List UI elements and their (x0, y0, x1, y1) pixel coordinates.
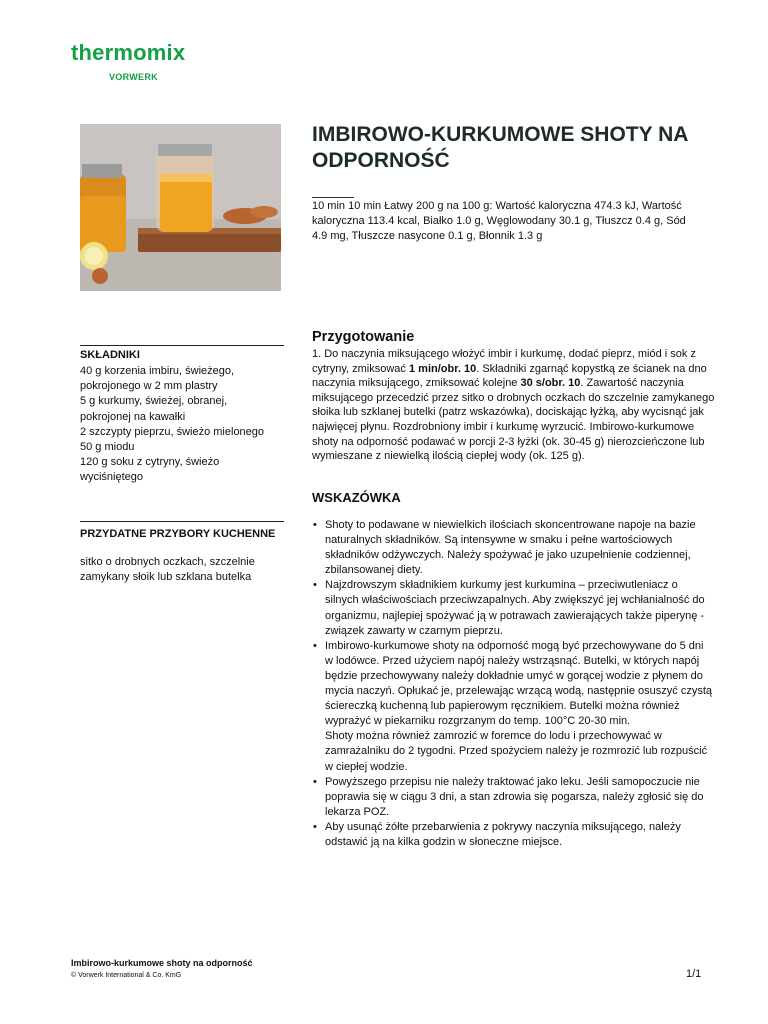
tip-item (312, 578, 712, 638)
ingredient-item: 40 g korzenia imbiru, świeżego, pokrojonego w 2 mm plastry (80, 365, 235, 393)
tips-heading: WSKAZÓWKA (312, 490, 401, 505)
ingredient-item: 5 g kurkumy, świeżej, obranej, pokrojonej na kawałki (80, 395, 228, 423)
tip-item (312, 820, 712, 850)
logo-subbrand: VORWERK (109, 72, 158, 82)
tip-text: Aby usunąć żółte przebarwienia z pokrywy naczynia miksującego, należy odstawić ją na kilka godzin w słoneczne miejsce. (325, 820, 681, 848)
ingredients-heading: SKŁADNIKI (80, 349, 140, 361)
prep-text-part: . Składniki zgarnąć kopystką ze ścianek na dno naczynia miksującego, zmiksować kolejne (312, 362, 707, 390)
tips-list (312, 518, 712, 850)
prep-time: 10 min (312, 200, 346, 212)
difficulty: Łatwy (384, 200, 413, 212)
nutrition-info: na 100 g: Wartość kaloryczna 474.3 kJ, Wartość kaloryczna 113.4 kcal, Białko 1.0 g, Węglowodany 30.1 g, Tłuszcz 0.4 g, Sód 4.9 mg, Tłuszcze nasycone 0.1 g, Błonnik 1.3 g (312, 200, 686, 242)
tip-item (312, 518, 712, 578)
ingredients-list (80, 364, 280, 486)
tip-text: Powyższego przepisu nie należy traktować jako leku. Jeśli samopoczucie nie poprawia się w ciągu 3 dni, a stan zdrowia się pogarsza, należy zgłosić się do lekarza POZ. (325, 775, 704, 818)
recipe-photo (80, 124, 281, 291)
tip-text: Imbirowo-kurkumowe shoty na odporność mogą być przechowywane do 5 dni w lodówce. Przed użyciem napój należy wstrząsnąć. Butelki, w których napój będzie przechowywany należy dokładnie umyć w gorącej wodzie z płynem do mycia naczyń. Opłukać je, przelewając wrzącą wodą, następnie osuszyć czystą ściereczką kuchenną lub papierowym ręcznikiem. Butelki można również wyprażyć w piekarniku rozgrzanym do temp. 100°C 20-30 min. (325, 639, 713, 728)
footer-title: Imbirowo-kurkumowe shoty na odporność (71, 958, 253, 968)
tools-rule (80, 521, 284, 522)
tip-item (312, 639, 712, 775)
prep-text-part: . Zawartość naczynia miksującego przecedzić przez sitko o drobnych oczkach do szczelnie zamykanego słoika lub szklanej butelki (patrz wskazówka), dociskając łyżką, aby wycisnąć jak najwięcej płynu. Rozdrobniony imbir i kurkumę wyrzucić. Imbirowo-kurkumowe shoty na odporność podawać w porcji 2-3 łyżki (ok. 30-45 g) nierozcieńczone lub wymieszane z niewielką ilością ciepłej wody (ok. 125 g). (312, 377, 715, 463)
ingredient-item: 120 g soku z cytryny, świeżo wyciśniętego (80, 456, 220, 484)
recipe-title: IMBIROWO-KURKUMOWE SHOTY NA ODPORNOŚĆ (312, 123, 688, 172)
ingredient-item: 50 g miodu (80, 441, 135, 454)
tip-continuation: Shoty można również zamrozić w foremce do lodu i przechowywać w zamrażalniku do 2 tygodni. Przed spożyciem należy je rozmrozić lub rozpuścić w ciepłej wodzie. (325, 730, 708, 773)
logo-wordmark: thermomix (71, 40, 186, 65)
tip-text: Shoty to podawane w niewielkich ilościach skoncentrowane napoje na bazie naturalnych składników. Są intensywne w smaku i pełne wartościowych składników odżywczych. Należy spożywać je jako uzupełnienie codziennej, zbilansowanej diety. (325, 519, 696, 577)
tip-item (312, 775, 712, 820)
tools-text: sitko o drobnych oczkach, szczelnie zamykany słoik lub szklana butelka (80, 556, 255, 584)
prep-text-part: 1. Do naczynia miksującego włożyć imbir i kurkumę, dodać pieprz, miód i sok z cytryny, zmiksować (312, 348, 696, 375)
preparation-text (312, 347, 716, 464)
page-number: 1/1 (686, 968, 702, 980)
meta-divider (312, 197, 354, 198)
tip-text: Najzdrowszym składnikiem kurkumy jest kurkumina – przeciwutleniacz o silnych właściwościach przeciwzapalnych. Aby zwiększyć jej wchłanialność do organizmu, najlepiej spożywać ją w potrawach zawierających także piperynę - związek zawarty w czarnym pieprzu. (325, 579, 705, 637)
ingredient-item: 2 szczypty pieprzu, świeżo mielonego (80, 425, 265, 438)
preparation-heading: Przygotowanie (312, 329, 415, 345)
ingredients-rule (80, 345, 284, 346)
prep-setting: 30 s/obr. 10 (520, 377, 581, 390)
serving-size: 200 g (416, 200, 444, 212)
footer-copyright: © Vorwerk International & Co. KmG (71, 972, 182, 979)
recipe-meta (312, 199, 702, 244)
total-time: 10 min (348, 200, 382, 212)
thermomix-logo (71, 40, 211, 82)
prep-setting: 1 min/obr. 10 (408, 362, 477, 375)
tools-heading: PRZYDATNE PRZYBORY KUCHENNE (80, 528, 276, 540)
